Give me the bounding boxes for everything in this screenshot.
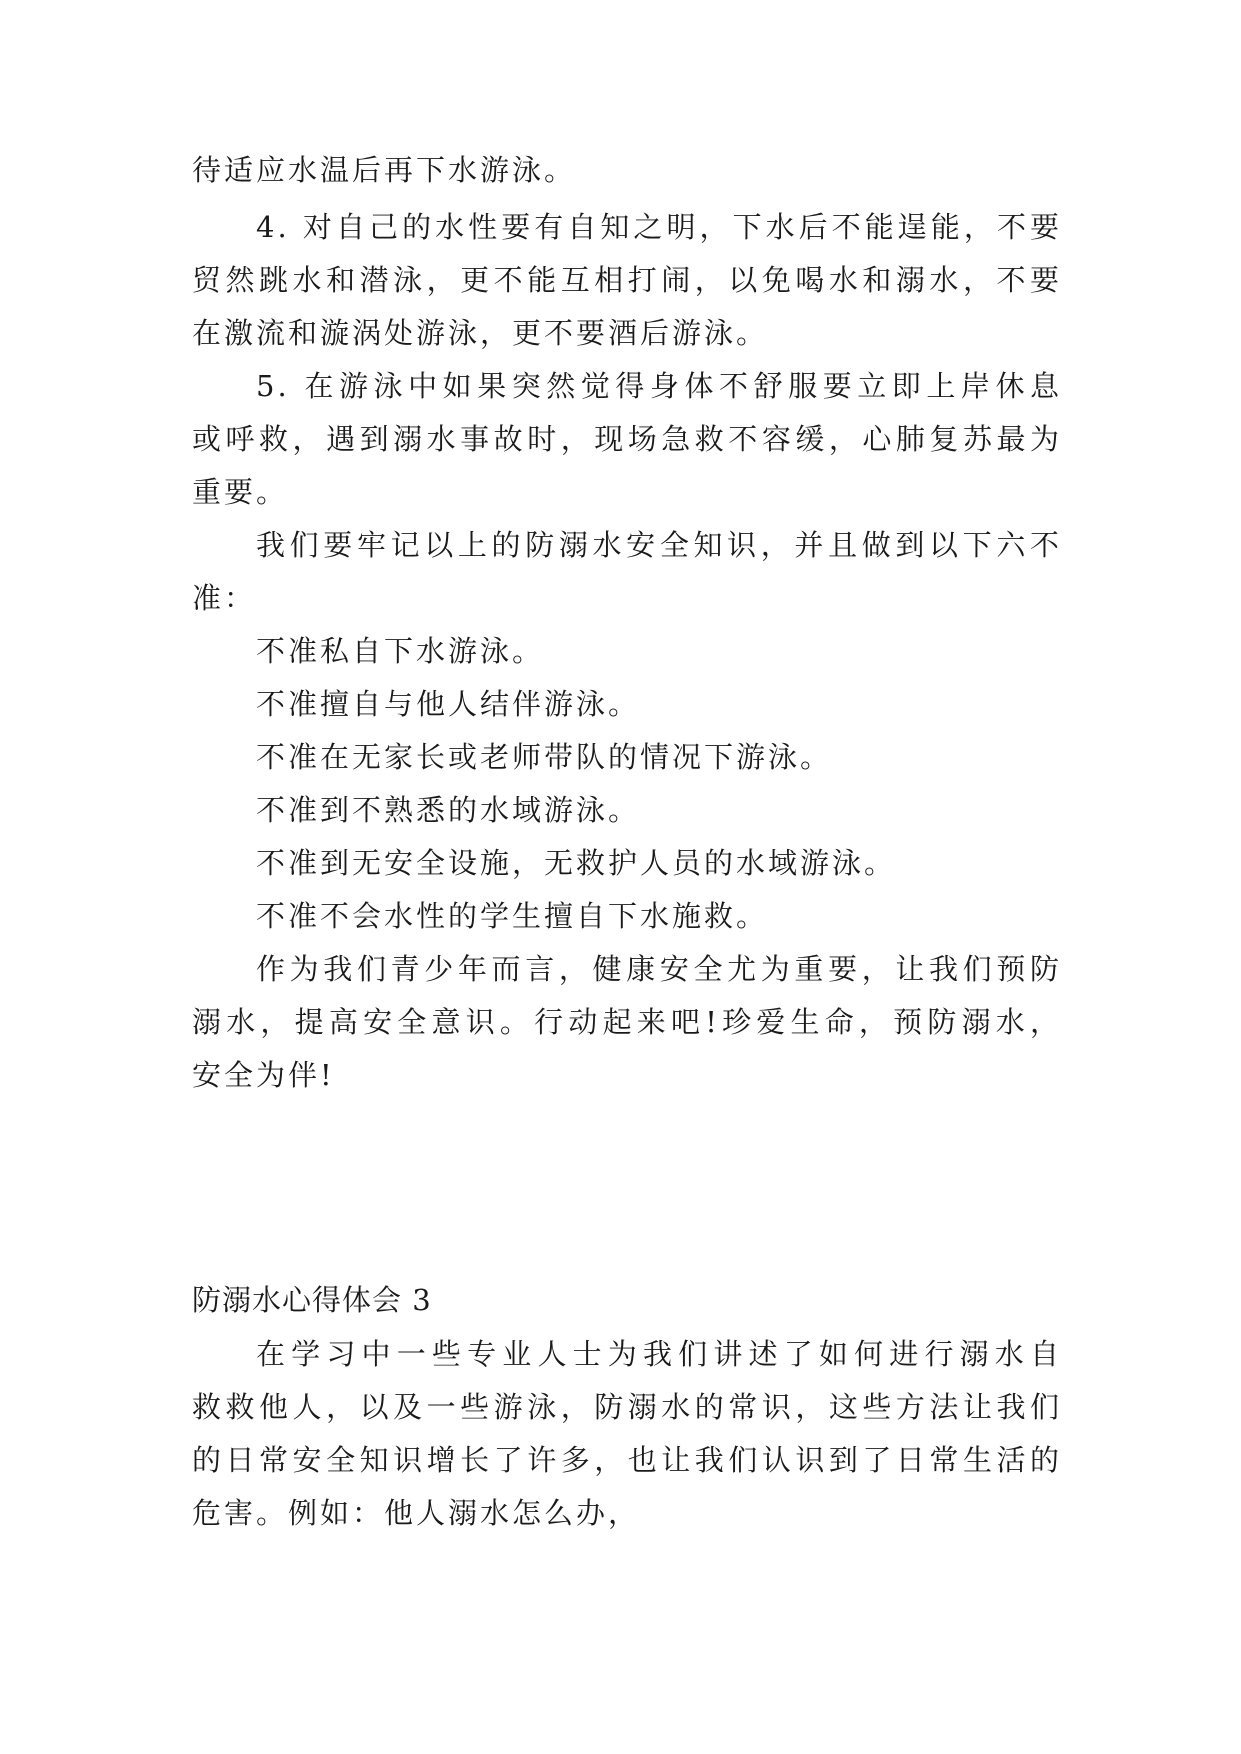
rule-item: 不准到无安全设施，无救护人员的水域游泳。 [256,846,897,880]
paragraph-line: 在激流和漩涡处游泳，更不要酒后游泳。 [192,316,769,350]
paragraph-line: 在学习中一些专业人士为我们讲述了如何进行溺水自 [256,1337,1062,1371]
paragraph-line: 或呼救，遇到溺水事故时，现场急救不容缓，心肺复苏最为 [192,422,1062,456]
rule-item: 不准私自下水游泳。 [256,634,545,668]
paragraph-line: 危害。例如：他人溺水怎么办， [192,1496,641,1530]
paragraph-line: 作为我们青少年而言，健康安全尤为重要，让我们预防 [256,952,1062,986]
paragraph-line: 溺水，提高安全意识。行动起来吧!珍爱生命，预防溺水， [192,1005,1062,1039]
paragraph-line: 我们要牢记以上的防溺水安全知识，并且做到以下六不 [256,528,1062,562]
paragraph-line: 贸然跳水和潜泳，更不能互相打闹，以免喝水和溺水，不要 [192,263,1062,297]
rule-item: 不准擅自与他人结伴游泳。 [256,687,641,721]
paragraph-line: 重要。 [192,475,289,509]
paragraph-line: 的日常安全知识增长了许多，也让我们认识到了日常生活的 [192,1443,1062,1477]
paragraph-line: 救救他人，以及一些游泳，防溺水的常识，这些方法让我们 [192,1390,1062,1424]
paragraph-line: 5. 在游泳中如果突然觉得身体不舒服要立即上岸休息 [256,369,1062,403]
paragraph-line: 准： [192,581,257,615]
rule-item: 不准在无家长或老师带队的情况下游泳。 [256,740,833,774]
rule-item: 不准到不熟悉的水域游泳。 [256,793,641,827]
paragraph-line: 安全为伴! [192,1058,335,1092]
rule-item: 不准不会水性的学生擅自下水施救。 [256,899,769,933]
paragraph-line: 4. 对自己的水性要有自知之明，下水后不能逞能，不要 [256,210,1062,244]
paragraph-line: 待适应水温后再下水游泳。 [192,153,577,187]
section-title: 防溺水心得体会 3 [192,1283,432,1317]
